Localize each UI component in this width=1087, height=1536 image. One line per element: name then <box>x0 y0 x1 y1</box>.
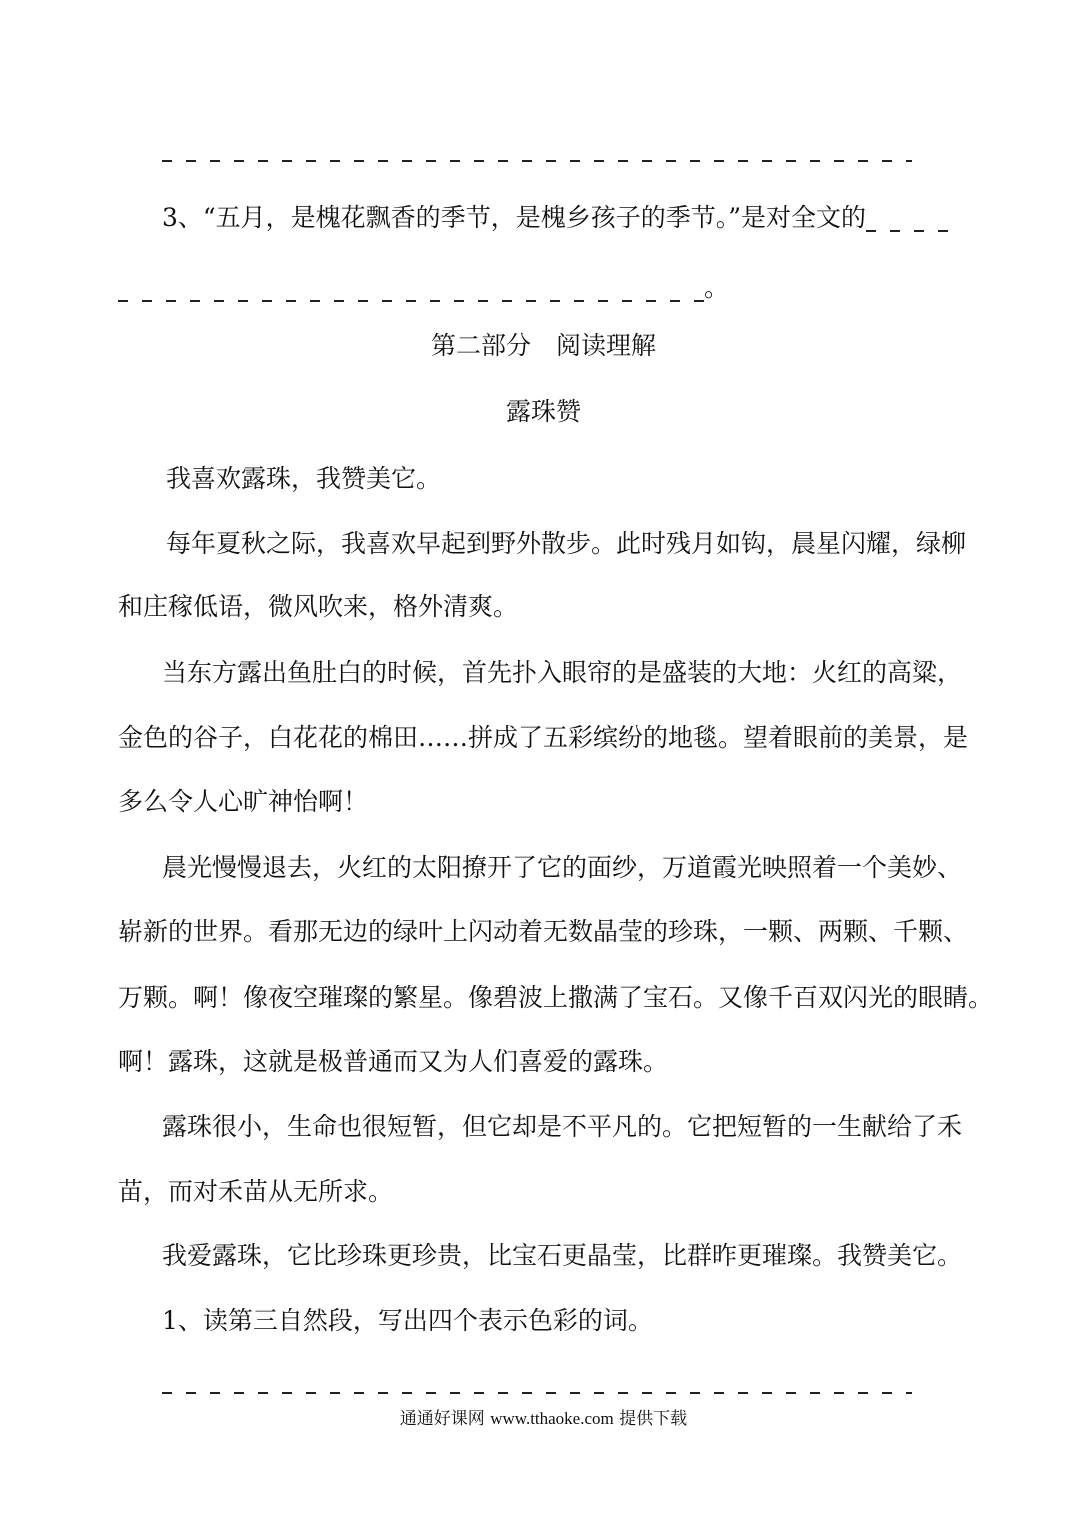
question-3-blank-start <box>866 230 958 232</box>
footer-suffix: 提供下载 <box>619 1409 688 1429</box>
part-heading: 第二部分 阅读理解 <box>430 331 656 360</box>
paragraph-line: 我喜欢露珠，我赞美它。 <box>166 464 442 493</box>
paragraph-line: 每年夏秋之际，我喜欢早起到野外散步。此时残月如钩，晨星闪耀，绿柳 <box>166 529 967 558</box>
question-3-continued <box>118 272 729 304</box>
paragraph-line: 金色的谷子，白花花的棉田……拼成了五彩缤纷的地毯。望着眼前的美景，是 <box>118 723 969 752</box>
question-3-text: 3、“五月，是槐花飘香的季节，是槐乡孩子的季节。”是对全文的 <box>162 203 866 232</box>
paragraph-line: 晨光慢慢退去，火红的太阳撩开了它的面纱，万道霞光映照着一个美妙、 <box>162 853 963 882</box>
article-title: 露珠赞 <box>505 397 581 426</box>
question-1: 1、读第三自然段，写出四个表示色彩的词。 <box>162 1306 653 1335</box>
paragraph-line: 露珠很小，生命也很短暂，但它却是不平凡的。它把短暂的一生献给了禾 <box>162 1112 963 1141</box>
paragraph-line: 啊！露珠，这就是极普通而又为人们喜爱的露珠。 <box>118 1047 669 1076</box>
paragraph-line: 万颗。啊！像夜空璀璨的繁星。像碧波上撒满了宝石。又像千百双闪光的眼睛。 <box>118 983 994 1012</box>
paragraph-line: 苗，而对禾苗从无所求。 <box>118 1177 394 1206</box>
answer-line-top <box>162 160 912 162</box>
question-3 <box>162 202 958 234</box>
question-3-end-mark: 。 <box>704 273 730 302</box>
paragraph-line: 和庄稼低语，微风吹来，格外清爽。 <box>118 592 519 621</box>
page-footer <box>0 1408 1087 1430</box>
footer-url[interactable]: www.tthaoke.com <box>490 1409 614 1428</box>
answer-line-bottom <box>162 1392 912 1394</box>
footer-site-name: 通通好课网 <box>399 1409 485 1429</box>
paragraph-line: 当东方露出鱼肚白的时候，首先扑入眼帘的是盛装的大地：火红的高粱， <box>162 658 963 687</box>
paragraph-line: 我爱露珠，它比珍珠更珍贵，比宝石更晶莹，比群昨更璀璨。我赞美它。 <box>162 1241 963 1270</box>
paragraph-line: 多么令人心旷神怡啊！ <box>118 787 369 816</box>
paragraph-line: 崭新的世界。看那无边的绿叶上闪动着无数晶莹的珍珠，一颗、两颗、千颗、 <box>118 917 969 946</box>
question-3-blank <box>118 300 704 302</box>
